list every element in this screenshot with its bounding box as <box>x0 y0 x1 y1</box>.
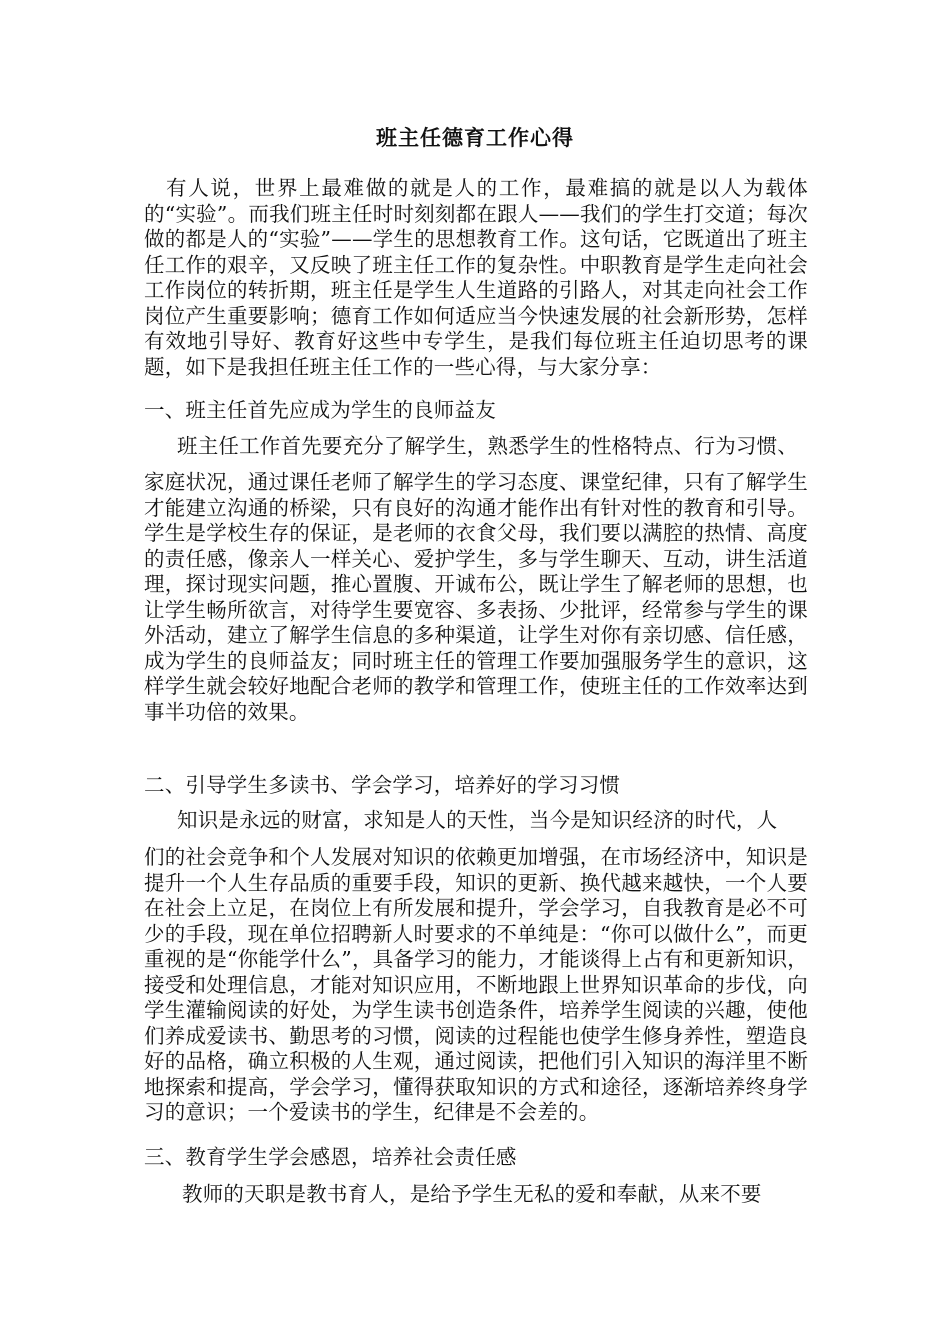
section-2-first-line: 知识是永远的财富，求知是人的天性，当今是知识经济的时代，人 <box>177 808 778 832</box>
section-3-heading: 三、教育学生学会感恩，培养社会责任感 <box>144 1145 517 1169</box>
section-2-heading: 二、引导学生多读书、学会学习，培养好的学习习惯 <box>144 773 621 797</box>
section-1-first-line: 班主任工作首先要充分了解学生，熟悉学生的性格特点、行为习惯、 <box>177 434 798 458</box>
section-2-body: 们的社会竞争和个人发展对知识的依赖更加增强，在市场经济中，知识是提升一个人生存品质的重要手段，知识的更新、换代越来越快，一个人要在社会上立足，在岗位上有所发展和提升，学会学习，自我教育是必不可少的手段，现在单位招聘新人时要求的不单纯是：“你可以做什么”，而更重视的是“你能学什么”，具备学习的能力，才能谈得上占有和更新知识，接受和处理信息，才能对知识应用，不断地跟上世界知识革命的步伐，向学生灌输阅读的好处，为学生读书创造条件，培养学生阅读的兴趣，使他们养成爱读书、勤思考的习惯，阅读的过程能也使学生修身养性，塑造良好的品格，确立积极的人生观，通过阅读，把他们引入知识的海洋里不断地探索和提高，学会学习，懂得获取知识的方式和途径，逐渐培养终身学习的意识；一个爱读书的学生，纪律是不会差的。 <box>144 845 808 1124</box>
section-1-heading: 一、班主任首先应成为学生的良师益友 <box>144 398 496 422</box>
section-1-body: 家庭状况，通过课任老师了解学生的学习态度、课堂纪律，只有了解学生才能建立沟通的桥梁，只有良好的沟通才能作出有针对性的教育和引导。学生是学校生存的保证，是老师的衣食父母，我们要以满腔的热情、高度的责任感，像亲人一样关心、爱护学生，多与学生聊天、互动，讲生活道理，探讨现实问题，推心置腹、开诚布公，既让学生了解老师的思想，也让学生畅所欲言，对待学生要宽容、多表扬、少批评，经常参与学生的课外活动，建立了解学生信息的多种渠道，让学生对你有亲切感、信任感，成为学生的良师益友；同时班主任的管理工作要加强服务学生的意识，这样学生就会较好地配合老师的教学和管理工作，使班主任的工作效率达到事半功倍的效果。 <box>144 470 808 724</box>
intro-paragraph: 有人说，世界上最难做的就是人的工作，最难搞的就是以人为载体的“实验”。而我们班主任时时刻刻都在跟人——我们的学生打交道；每次做的都是人的“实验”——学生的思想教育工作。这句话，它既道出了班主任工作的艰辛，又反映了班主任工作的复杂性。中职教育是学生走向社会工作岗位的转折期，班主任是学生人生道路的引路人，对其走向社会工作岗位产生重要影响；德育工作如何适应当今快速发展的社会新形势，怎样有效地引导好、教育好这些中专学生，是我们每位班主任迫切思考的课题，如下是我担任班主任工作的一些心得，与大家分享： <box>144 176 808 379</box>
document-title: 班主任德育工作心得 <box>376 125 574 150</box>
section-3-first-line: 教师的天职是教书育人，是给予学生无私的爱和奉献，从来不要 <box>182 1182 762 1206</box>
